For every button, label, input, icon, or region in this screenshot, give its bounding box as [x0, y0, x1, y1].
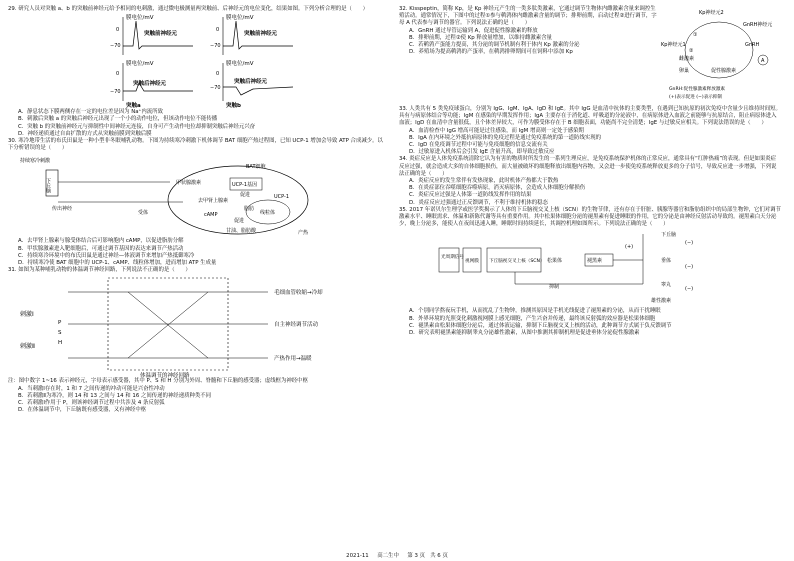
q32-text: [399, 6, 659, 106]
q32-option-b: B．排卵前期，过程②使 Kp 释放量增加，以维持雌激素含量: [409, 34, 552, 41]
q31-out1: 毛细血管收缩→冷却: [274, 290, 323, 297]
chart-a: [110, 13, 193, 109]
q35-m3: (−): [685, 286, 694, 293]
q29-chart-svg: [8, 13, 383, 109]
q30-option-d: D．持续寒冷使 BAT 细胞中的 UCP-1、cAMP、线粒体增加，进而增加 ATP 生成量: [18, 260, 217, 267]
q32-gnrh-neuron: GnRH神经元: [743, 22, 773, 28]
q31-caption: 体温调节的神经回路: [140, 373, 190, 379]
q35-sex: 雄性激素: [651, 298, 672, 305]
q30-mito: 线粒体: [260, 210, 276, 217]
q32-fsh: 促性腺激素: [711, 68, 737, 74]
q30-thyroid: 甲状腺激素: [176, 180, 202, 187]
q35-pit: 垂体: [661, 258, 672, 265]
q34-option-a: A．炎症反应的发生常伴有发热现象，此时机体产热都大于散热: [409, 178, 559, 185]
q30-camp: cAMP: [204, 212, 218, 219]
q35-test: 睾丸: [661, 282, 672, 289]
q34-option-c: C．炎症反应过强是人体第一道防线发挥作用的结果: [409, 192, 532, 199]
q31-p: P: [58, 320, 62, 327]
q35-p1: (+): [625, 244, 634, 251]
q32-diagram-svg: [659, 6, 779, 106]
q31-out3: 产热作用→温暖: [274, 356, 312, 363]
chart-a-post: 突触后神经元: [133, 81, 167, 88]
q32-a: A: [761, 58, 765, 64]
q35-option-d: D．研究表明褪黑素能抑制睾丸分泌雄性激素，从图中推测其抑制机理是促进垂体分泌促性腺激素: [409, 330, 640, 337]
chart-b-y1: −70: [210, 43, 221, 50]
q32-stem: 32. Kisspeptin，简称 Kp，是 Kp 神经元产生的一类多肽类激素，它通过调节生物体内雌激素含量来调控生殖活动。通常情况下，下图中的过程①参与鹌鹑体内雌激素含量的调节；排卵前期，启动过程②进行调节，字母 A 代表参与调节的器官。下列说法正确的是（ ）: [399, 6, 657, 27]
q31-diagram-svg: [8, 274, 383, 378]
q35-m1: (−): [685, 240, 694, 247]
q32-block: [399, 6, 781, 106]
q30-bat: BAT细胞: [246, 164, 266, 171]
q35-option-c: C．褪黑素由松果体细胞分泌后，通过体液运输，抑制下丘脑视交叉上核的活动，此种调节方式属于负反馈调节: [409, 322, 672, 329]
q34-option-b: B．在炎症部位吞噬细胞吞噬病原，消灭病原体，会造成人体细胞分解损伤: [409, 185, 586, 192]
chart-b-post: 突触后神经元: [234, 79, 268, 86]
right-column: [399, 6, 781, 337]
q30-ucp: UCP-1: [274, 194, 290, 201]
chart-a-y1b: −70: [110, 89, 121, 96]
chart-a-ylabel: 膜电位/mV: [126, 15, 154, 22]
q35-light: 光周期信号: [441, 255, 464, 261]
q32-option-d: D．养殖场为提高鹌鹑的产蛋率，在鹌鹑排卵期间可在饲料中添加 Kp: [409, 49, 573, 56]
q31-option-a: A．当刺激Ⅰ存在时，1 和 7 之间传递的冲动可能是兴奋性冲动: [18, 385, 165, 392]
q29-figure: [8, 13, 383, 109]
q30-nerve: 传出神经: [52, 206, 73, 213]
q31-s: S: [58, 330, 62, 337]
q29-option-b: B．刺激后突触 a 的突触后神经元出现了一个小的动作电位，但该动作电位不能传播: [18, 116, 218, 123]
chart-b-pre: 突触前神经元: [244, 31, 278, 38]
q31-stem: 31. 如图为某种哺乳动物的体温调节神经回路，下列说法不正确的是（ ）: [8, 267, 191, 274]
footer-total: 共 6 页: [430, 553, 448, 559]
q35-mel: 褪黑素: [587, 258, 603, 265]
q30-lipid: 促进: [240, 192, 251, 199]
q30-diagram-svg: [8, 152, 383, 238]
q30-option-b: B．甲状腺激素进入靶细胞后，可通过调节基因的表达来调节产热活动: [18, 245, 184, 252]
q30-heat: 产热: [298, 230, 309, 237]
q32-option-c: C．若鹌鹑产蛋能力提高，其分泌的调节机制有利于体内 Kp 激素的分泌: [409, 42, 580, 49]
chart-a-y0b: 0: [116, 71, 120, 78]
chart-b-label: 突触b: [226, 103, 241, 110]
q33-option-d: D．过敏原进入机体后会引发 IgE 含量升高，即导致过敏反应: [409, 149, 555, 156]
q32-n2: ②: [689, 48, 694, 54]
chart-b-ylabel: 膜电位/mV: [226, 15, 254, 22]
footer-page: 第 3 页: [407, 553, 426, 559]
q29-stem: 29. 研究人员对突触 a、b 的突触前神经元给予相同的电刺激，通过微电极测量两突触前、后神经元的电位变化，结果如图。下列分析合理的是（ ）: [8, 6, 369, 12]
q30-hyp: 下丘脑: [45, 178, 51, 194]
q35-option-a: A．个别同学熬夜玩手机，从而扰乱了生物钟，推测其原因是手机光线促进了褪黑素的分泌，从而干扰睡眠: [409, 308, 661, 315]
left-column: [8, 6, 383, 414]
q29-option-c: C．突触 b 的突触前神经元与抑制性中间神经元连接，自身可产生动作电位却抑制突触后神经元兴奋: [18, 123, 256, 130]
q35-inhibit: 抑制: [549, 284, 560, 291]
chart-a-ylabel2: 膜电位/mV: [126, 61, 154, 68]
q30-figure: [8, 152, 383, 238]
q31-option-c: C．若刺激Ⅰ作用于 P，则该神经调节过程中共涉及 4 条反射弧: [18, 400, 165, 407]
q35-retina: 视网膜: [465, 259, 479, 265]
q33-option-a: A．血清检查中 IgG 增高可能是过往感染，而 IgM 增高则一定处于感染期: [409, 127, 584, 134]
q32-kp1: Kp神经元1: [661, 42, 686, 48]
q30-ucp-gene: UCP-1基因: [232, 182, 258, 189]
q30-option-a: A．去甲肾上腺素与腺受体结合后可影响胞内 cAMP，以促进脂肪分解: [18, 238, 184, 245]
footer-date: 2021-11: [346, 553, 369, 559]
q29-option-d: D．神经递质通过自由扩散的方式从突触前膜到突触后膜: [18, 130, 152, 137]
q35-diagram-svg: [399, 228, 781, 308]
q32-estr: 雌激素: [679, 56, 695, 62]
q30-left-label: 持续寒冷刺激: [20, 158, 51, 165]
q32-gnrh: GnRH: [745, 42, 760, 48]
q32-ovary: 卵巢: [679, 68, 690, 74]
chart-b-y1b: −70: [210, 85, 221, 92]
q32-caption2: GnRH:促性腺激素释放激素: [669, 87, 726, 92]
q33-option-c: C．IgD 在免疫调节过程中可能与免疫细胞的信息交流有关: [409, 142, 548, 149]
q31-option-d: D．在体温调节中，下丘脑既有感受器，又有神经中枢: [18, 407, 147, 414]
q35-stem: 35. 2017 年诺贝尔生理学或医学奖揭示了人体的下丘脑视交叉上核（SCN）的生物节律，还有存在于肝脏、胰腺等器官和脂肪组织中的局部生物钟，它们对调节激素水平、睡眠需求、体温和新陈代谢等具有重要作用。其中松果体细胞分泌的褪黑素有促进睡眠的作用，它的分泌是由神经反射活动导致的。褪黑素白天分泌少，晚上分泌多，能使人在夜间迅速入睡，睡眠时间持续延长，其调控机理如图所示。下列说法正确的是（ ）: [399, 206, 781, 228]
q33-stem: 33. 人类共有 5 类免疫球蛋白，分别为 IgG、IgM、IgA、IgD 和 IgE。其中 IgG 是血清中抗体的主要类型，在遇到已知抗原的初次免疫中含量少且维持时间短。具有与病原体结合等功能；IgM 在感染的早期发挥作用；IgA 主要存在于消化道、呼吸道的分泌液中，在病原体进入血液之前能够与抗原结合，阻止病原体进入血液；IgD 在血清中含量很低，且个体差异较大，可作为膜受体存在于 B 细胞表面，功能尚不完全清楚；IgE 与过敏反应相关。下列说法错误的是（ ）: [399, 106, 781, 127]
q31-stim2: 刺激Ⅱ: [20, 343, 35, 351]
q32-option-a: A．GnRH 通过导管运输到 A，促进促性腺激素的释放: [409, 27, 538, 34]
q34-stem: 34. 炎症反应是人体免疫系统清除它认为有害的物质时所发生的一系列生理反应，是免疫系统保护机体的正常反应，通常具有“红肿热痛”的表现。但是如果炎症反应过强，就会造成大多的自体细胞损伤，而大量被破坏的细胞释放出细胞内容物，又会进一步使免疫系统释放更多的分子信号，导致反应进一步增强，下列说法正确的是（ ）: [399, 156, 777, 177]
chart-b-y0b: 0: [216, 71, 220, 78]
q35-figure: [399, 228, 781, 308]
q35-option-b: B．外界环境的光照变化刺激视网膜上感光细胞，产生兴奋并传递，最终该反射弧的效应器是松果体细胞: [409, 315, 656, 322]
chart-b-y0: 0: [216, 27, 220, 34]
q31-figure: [8, 274, 383, 378]
chart-b-ylabel2: 膜电位/mV: [226, 61, 254, 68]
q30-ne: 去甲肾上腺素: [198, 198, 229, 205]
chart-a-y0: 0: [116, 27, 120, 34]
q33-option-b: B．IgA 在内环境之外抵抗病原体的免疫过程是通过免疫系统的第一道防线实现的: [409, 134, 602, 141]
chart-a-y1: −70: [110, 43, 121, 50]
q35-hyp: 下丘脑: [661, 232, 677, 239]
q32-n1: ①: [693, 32, 698, 38]
q35-pineal: 松果体: [547, 258, 563, 265]
q29-option-a: A．静息状态下膜两侧存在一定的电位差是因为 Na⁺内流所致: [18, 109, 163, 116]
q31-h: H: [58, 340, 63, 347]
q32-caption: (+)表示促进 (−)表示抑制: [669, 95, 723, 100]
q31-note: 注：图中数字 1~16 表示神经元，字母表示感受器，其中 P、S 和 H 分别为外周、脊髓和下丘脑的感受器；虚线框为神经中枢: [8, 378, 308, 385]
chart-a-pre: 突触前神经元: [144, 31, 178, 38]
q30-promote: 促进: [234, 218, 245, 225]
q35-scn: 下丘脑视交叉上核（SCN）: [489, 259, 545, 265]
q32-kp2: Kp神经元2: [699, 10, 724, 16]
q30-fat: 脂肪: [244, 206, 255, 213]
q30-glyc: 甘油、脂肪酸: [226, 228, 257, 235]
q35-m2: (−): [685, 264, 694, 271]
footer-subject: 高二生中: [377, 553, 399, 559]
q31-option-b: B．若刺激Ⅱ为寒冷，则 14 和 13 之间与 14 和 16 之间传递的神经递质种类不同: [18, 392, 212, 399]
chart-b: [210, 13, 293, 109]
q31-out2: 自主神经调节活动: [274, 322, 319, 329]
page-footer: [0, 551, 794, 559]
q30-stem: 30. 寒冷地带生活的布氏田鼠是一种小型非冬眠哺乳动物。下图为持续寒冷刺激下机体调节 BAT 细胞产热过程图，已知 UCP-1 增加会导致 ATP 合成减少。以下分析错误的是（ ）: [8, 138, 383, 152]
q30-option-c: C．持续寒冷环境中的布氏田鼠是通过神经—体液调节来增加产热抵御寒冷: [18, 252, 195, 259]
q31-stim1: 刺激Ⅰ: [20, 311, 34, 319]
q30-receptor: 受体: [138, 210, 149, 217]
chart-a-label: 突触a: [126, 103, 141, 110]
q34-option-d: D．炎症反应过强通过正反馈调节，不利于维持机体的稳态: [409, 199, 548, 206]
